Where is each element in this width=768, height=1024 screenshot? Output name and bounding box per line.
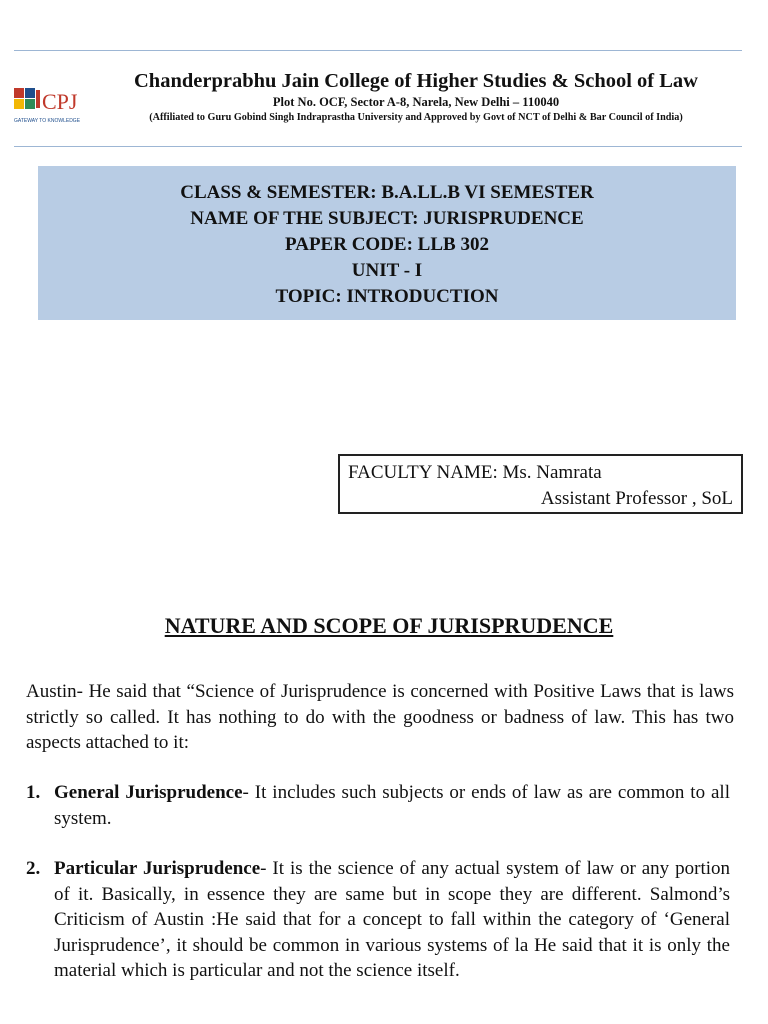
logo-block-blue	[25, 88, 35, 98]
topic: TOPIC: INTRODUCTION	[275, 286, 499, 307]
college-name: Chanderprabhu Jain College of Higher Studies & School of Law	[133, 70, 698, 92]
subject-name: NAME OF THE SUBJECT: JURISPRUDENCE	[190, 208, 584, 229]
list-item	[26, 856, 730, 984]
faculty-designation: Assistant Professor , SoL	[540, 488, 733, 509]
logo-tagline: GATEWAY TO KNOWLEDGE	[14, 118, 81, 124]
list-item-term: Particular Jurisprudence	[54, 858, 261, 879]
section-title: NATURE AND SCOPE OF JURISPRUDENCE	[164, 613, 614, 638]
logo-bar	[36, 90, 40, 108]
intro-paragraph: Austin- He said that “Science of Jurisprudence is concerned with Positive Laws that is laws strictly so called. It has nothing to do with the goodness or badness of law. This has two aspects attached to it:	[26, 681, 734, 753]
college-address: Plot No. OCF, Sector A-8, Narela, New Delhi – 110040	[272, 95, 560, 109]
header-bottom-rule	[14, 146, 742, 147]
college-affiliation: (Affiliated to Guru Gobind Singh Indraprastha University and Approved by Govt of NCT of Delhi & Bar Council of India)	[149, 112, 683, 123]
list-item-term: General Jurisprudence	[54, 782, 243, 803]
paper-code: PAPER CODE: LLB 302	[285, 234, 489, 255]
logo-block-green	[25, 99, 35, 109]
college-logo	[12, 78, 102, 128]
list-item	[26, 780, 730, 831]
aspects-list	[26, 780, 730, 1009]
class-semester: CLASS & SEMESTER: B.A.LL.B VI SEMESTER	[180, 182, 594, 203]
logo-text: CPJ	[42, 89, 78, 114]
list-item-text: - It is the science of any actual system of law or any portion of it. Basically, in essence they are same but in scope they are different. Salmond’s Criticism of Austin :He said that for a concept to fall within the category of ‘General Jurisprudence’, it should be common in various systems of la He said that it is only the material which is particular and not the science itself.	[54, 858, 730, 981]
list-item-number: 2.	[26, 858, 41, 879]
list-item-text: - It includes such subjects or ends of law as are common to all system.	[54, 782, 730, 829]
faculty-box	[338, 454, 743, 514]
faculty-name: FACULTY NAME: Ms. Namrata	[348, 462, 602, 483]
unit: UNIT - I	[351, 260, 423, 281]
header-top-rule	[14, 50, 742, 51]
course-info-box	[38, 166, 736, 320]
college-header	[104, 68, 728, 126]
logo-block-red	[14, 88, 24, 98]
list-item-number: 1.	[26, 782, 41, 803]
logo-block-yellow	[14, 99, 24, 109]
